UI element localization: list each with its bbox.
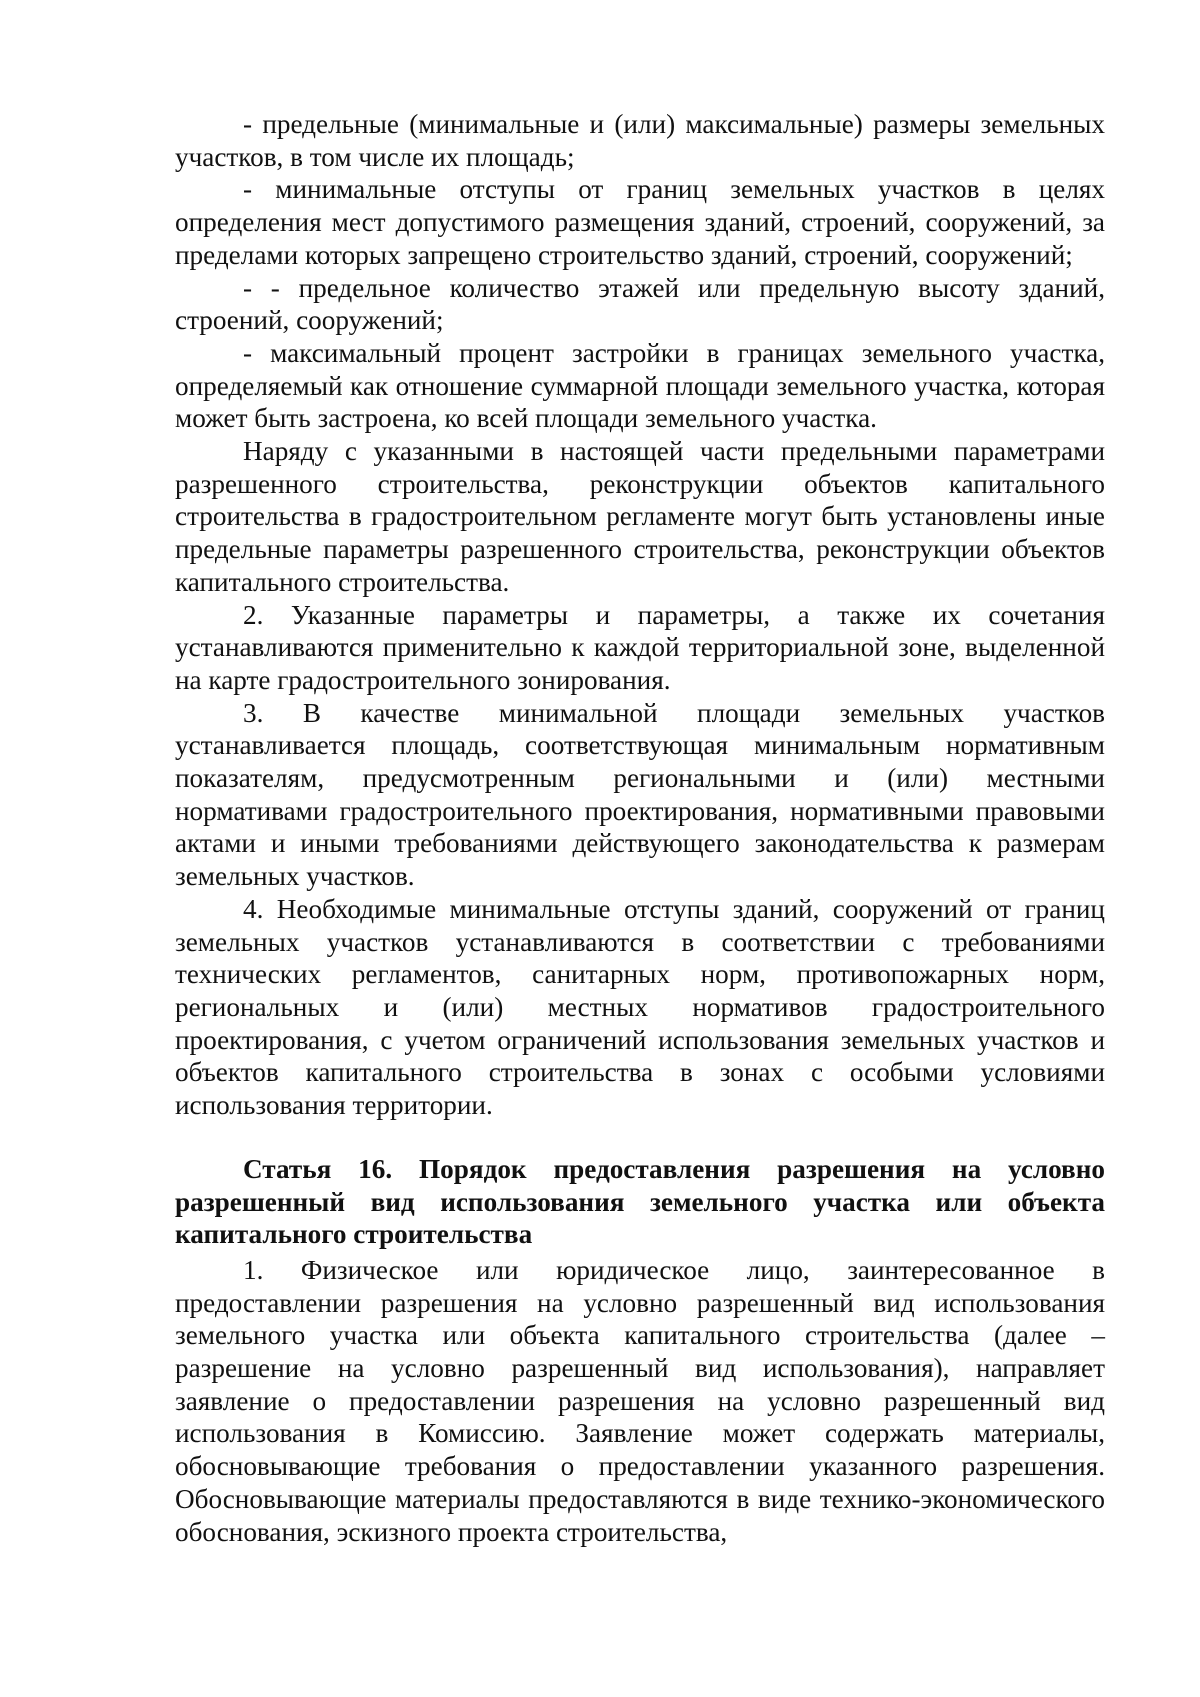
document-body (175, 108, 1105, 1548)
paragraph-item-2: 2. Указанные параметры и параметры, а также их сочетания устанавливаются применительно к каждой территориальной зоне, выделенной на карте градостроительного зонирования. (175, 599, 1105, 695)
paragraph-building-coverage: - максимальный процент застройки в границах земельного участка, определяемый как отношение суммарной площади земельного участка, которая может быть застроена, ко всей площади земельного участка. (175, 337, 1105, 434)
article-16-heading: Статья 16. Порядок предоставления разрешения на условно разрешенный вид использования земельного участка или объекта капитального строительства (175, 1153, 1105, 1250)
paragraph-floor-limits: - - предельное количество этажей или предельную высоту зданий, строений, сооружений; (175, 272, 1105, 336)
paragraph-plot-size-limits: - предельные (минимальные и (или) максимальные) размеры земельных участков, в том числе их площадь; (175, 109, 1105, 172)
paragraph-item-3: 3. В качестве минимальной площади земельных участков устанавливается площадь, соответствующая минимальным нормативным показателям, предусмотренным региональными и (или) местными нормативами градостроительного проектирования, нормативными правовыми актами и иными требованиями действующего законодательства к размерам земельных участков. (175, 697, 1105, 892)
article-16-paragraph-1: 1. Физическое или юридическое лицо, заинтересованное в предоставлении разрешения на условно разрешенный вид использования земельного участка или объекта капитального строительства (далее – разрешение на условно разрешенный вид использования), направляет заявление о предоставлении разрешения на условно разрешенный вид использования в Комиссию. Заявление может содержать материалы, обосновывающие требования о предоставлении указанного разрешения. Обосновывающие материалы предоставляются в виде технико-экономического обоснования, эскизного проекта строительства, (175, 1254, 1105, 1547)
paragraph-minimum-setbacks: - минимальные отступы от границ земельных участков в целях определения мест допустимого размещения зданий, строений, сооружений, за пределами которых запрещено строительство зданий, строений, сооружений; (175, 174, 1105, 270)
paragraph-item-4: 4. Необходимые минимальные отступы зданий, сооружений от границ земельных участков устанавливаются в соответствии с требованиями технических регламентов, санитарных норм, противопожарных норм, региональных и (или) местных нормативов градостроительного проектирования, с учетом ограничений использования земельных участков и объектов капитального строительства в зонах с особыми условиями использования территории. (175, 893, 1105, 1121)
paragraph-other-parameters: Наряду с указанными в настоящей части предельными параметрами разрешенного строительства, реконструкции объектов капитального строительства в градостроительном регламенте могут быть установлены иные предельные параметры разрешенного строительства, реконструкции объектов капитального строительства. (175, 436, 1105, 597)
